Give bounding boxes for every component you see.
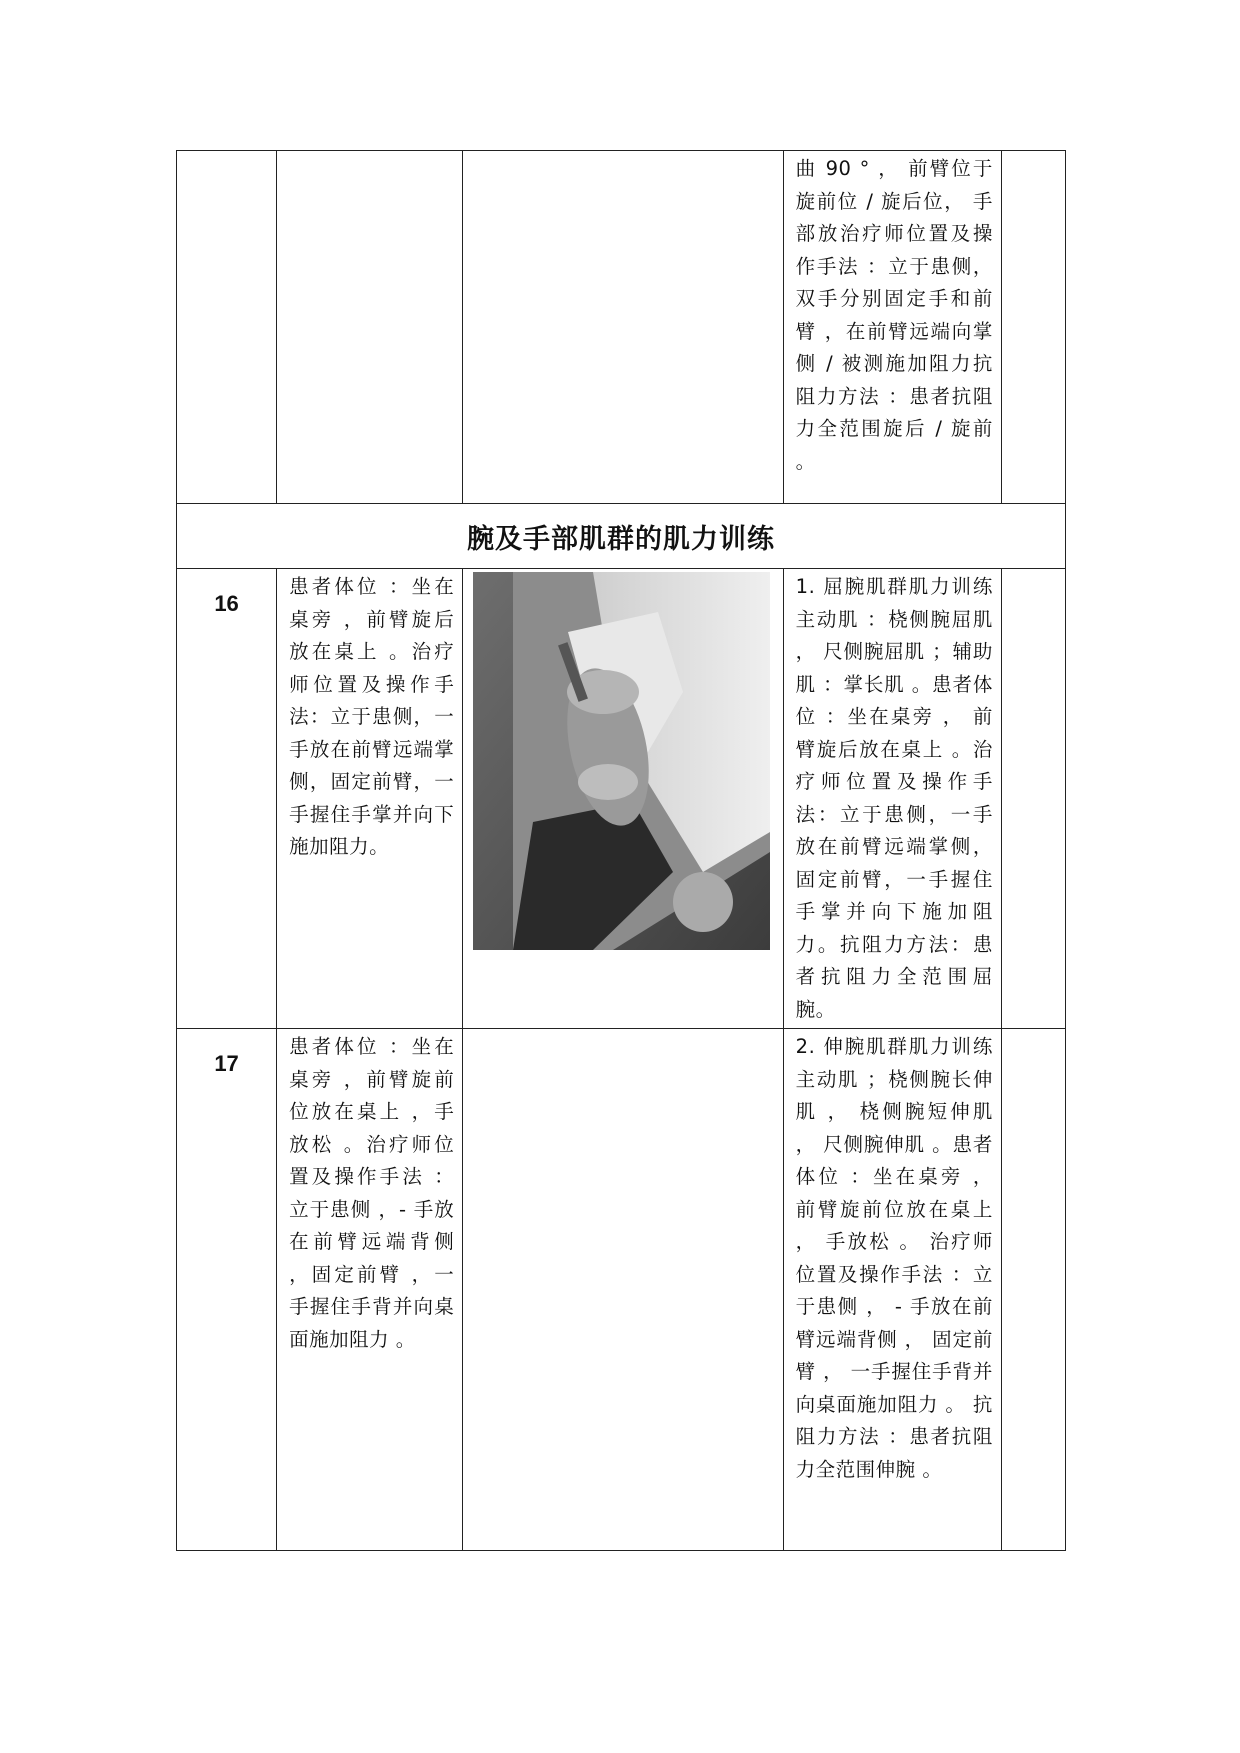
exercise-table — [176, 150, 1066, 1551]
cell-photo-empty — [463, 151, 783, 504]
cell-photo-empty — [463, 1029, 783, 1551]
table-row-continued — [177, 151, 1066, 504]
cell-position-text: 患者体位 ：坐在桌旁 ，前臂旋后放在桌上 。治疗师位置及操作手法：立于患侧，一手放在前臂远端掌侧，固定前臂，一手握住手掌并向下施加阻力。 — [277, 569, 463, 1029]
row-number: 16 — [177, 569, 277, 1029]
cell-method-text: 1. 屈腕肌群肌力训练主动肌 ：桡侧腕屈肌 ， 尺侧腕屈肌 ；辅助肌 ：掌长肌 。患者体位 ：坐在桌旁 ， 前臂旋后放在桌上 。治疗师位置及操作手法：立于患侧，一手放在前臂远端掌侧，固定前臂，一手握住手掌并向下施加阻力。抗阻力方法：患者抗阻力全范围屈腕。 — [783, 569, 1001, 1029]
cell-number-empty — [177, 151, 277, 504]
table-row — [177, 569, 1066, 1029]
cell-method-text: 2. 伸腕肌群肌力训练主动肌 ；桡侧腕长伸肌 ， 桡侧腕短伸肌 ， 尺侧腕伸肌 。患者体位 ：坐在桌旁 ， 前臂旋前位放在桌上 ， 手放松 。 治疗师位置及操作手法 ：立于患侧 ， - 手放在前臂远端背侧 ， 固定前臂 ， 一手握住手背并向桌面施加阻力 。 抗阻力方法 ：患者抗阻力全范围伸腕 。 — [783, 1029, 1001, 1551]
cell-notes-empty — [1001, 569, 1065, 1029]
section-heading-row — [177, 504, 1066, 569]
cell-notes-empty — [1001, 1029, 1065, 1551]
cell-method-text: 曲 90 ° ， 前臂位于旋前位 / 旋后位， 手部放治疗师位置及操作手法 ：立于患侧， 双手分别固定手和前臂 ，在前臂远端向掌侧 / 被测施加阻力抗阻力方法 ：患者抗阻力全范围旋后 / 旋前 。 — [783, 151, 1001, 504]
table-row — [177, 1029, 1066, 1551]
cell-position-empty — [277, 151, 463, 504]
cell-notes-empty — [1001, 151, 1065, 504]
cell-position-text: 患者体位 ：坐在桌旁 ，前臂旋前位放在桌上 ，手放松 。治疗师位置及操作手法 ：立于患侧 ，- 手放在前臂远端背侧 ，固定前臂 ，一手握住手背并向桌面施加阻力 。 — [277, 1029, 463, 1551]
section-heading: 腕及手部肌群的肌力训练 — [177, 504, 1066, 569]
exercise-photo — [473, 572, 770, 950]
cell-photo — [463, 569, 783, 1029]
row-number: 17 — [177, 1029, 277, 1551]
